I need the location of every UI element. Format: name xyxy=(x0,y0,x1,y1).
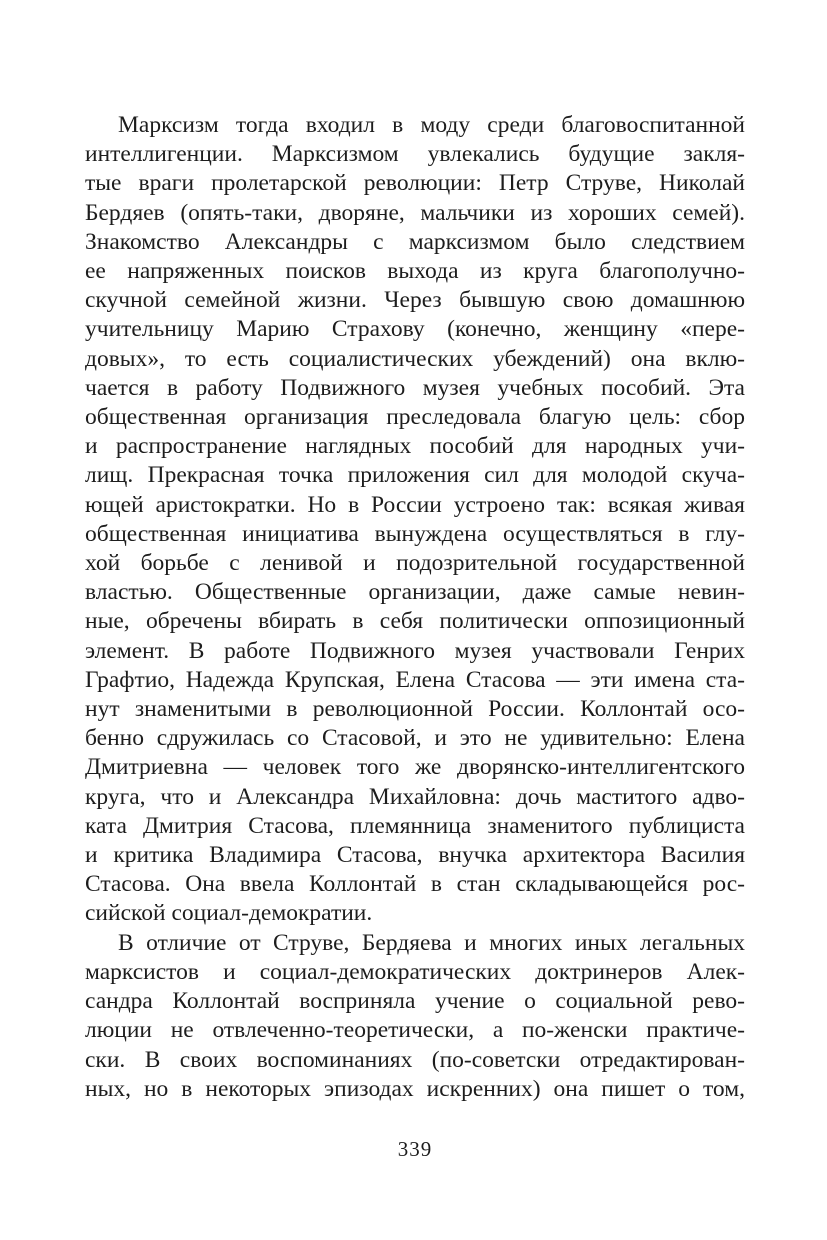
text-line: ски. В своих воспоминаниях (по-советски отредактирован- xyxy=(85,1046,745,1073)
text-line: учительницу Марию Страхову (конечно, женщину «пере- xyxy=(85,316,745,343)
paragraph xyxy=(85,111,745,929)
text-line: ющей аристократки. Но в России устроено так: всякая живая xyxy=(85,491,745,518)
text-line: ных, но в некоторых эпизодах искренних) она пишет о том, xyxy=(85,1075,745,1102)
text-line: люции не отвлеченно-теоретически, а по-женски практиче- xyxy=(85,1017,745,1044)
paragraph xyxy=(85,929,745,1104)
text-line: ее напряженных поисков выхода из круга благополучно- xyxy=(85,258,745,285)
text-line: ката Дмитрия Стасова, племянница знаменитого публициста xyxy=(85,812,745,839)
text-line: марксистов и социал-демократических доктринеров Алек- xyxy=(85,958,745,985)
text-line: Бердяев (опять-таки, дворяне, мальчики из хороших семей). xyxy=(85,199,745,226)
text-line: лищ. Прекрасная точка приложения сил для молодой скуча- xyxy=(85,462,745,489)
text-line: круга, что и Александра Михайловна: дочь маститого адво- xyxy=(85,783,745,810)
page-number: 339 xyxy=(397,1137,433,1161)
text-line: и распространение наглядных пособий для народных учи- xyxy=(85,433,745,460)
text-line: общественная инициатива вынуждена осуществляться в глу- xyxy=(85,520,745,547)
text-line: хой борьбе с ленивой и подозрительной государственной xyxy=(85,550,745,577)
text-line: сандра Коллонтай восприняла учение о социальной рево- xyxy=(85,988,745,1015)
text-line: интеллигенции. Марксизмом увлекались будущие закля- xyxy=(85,141,745,168)
text-line: властью. Общественные организации, даже самые невин- xyxy=(85,579,745,606)
text-line: бенно сдружилась со Стасовой, и это не удивительно: Елена xyxy=(85,725,745,752)
text-line: Марксизм тогда входил в моду среди благовоспитанной xyxy=(118,112,745,138)
text-line: нут знаменитыми в революционной России. Коллонтай осо- xyxy=(85,696,745,723)
text-line: Графтио, Надежда Крупская, Елена Стасова — эти имена ста- xyxy=(85,666,745,693)
text-line: Стасова. Она ввела Коллонтай в стан складывающейся рос- xyxy=(85,871,745,898)
text-line: В отличие от Струве, Бердяева и многих иных легальных xyxy=(118,929,745,956)
text-line: скучной семейной жизни. Через бывшую свою домашнюю xyxy=(85,287,745,314)
page-text-block xyxy=(85,111,745,1104)
text-line: Знакомство Александры с марксизмом было следствием xyxy=(85,228,745,255)
text-line: довых», то есть социалистических убеждений) она вклю- xyxy=(85,345,745,372)
text-line: сийской социал-демократии. xyxy=(85,900,373,927)
text-line: чается в работу Подвижного музея учебных пособий. Эта xyxy=(85,374,745,401)
text-line: ные, обречены вбирать в себя политически оппозиционный xyxy=(85,608,745,635)
text-line: Дмитриевна — человек того же дворянско-интеллигентского xyxy=(85,754,745,781)
text-line: и критика Владимира Стасова, внучка архитектора Василия xyxy=(85,842,745,869)
text-line: элемент. В работе Подвижного музея участвовали Генрих xyxy=(85,637,745,664)
text-line: тые враги пролетарской революции: Петр Струве, Николай xyxy=(85,170,745,197)
text-line: общественная организация преследовала благую цель: сбор xyxy=(85,404,745,431)
